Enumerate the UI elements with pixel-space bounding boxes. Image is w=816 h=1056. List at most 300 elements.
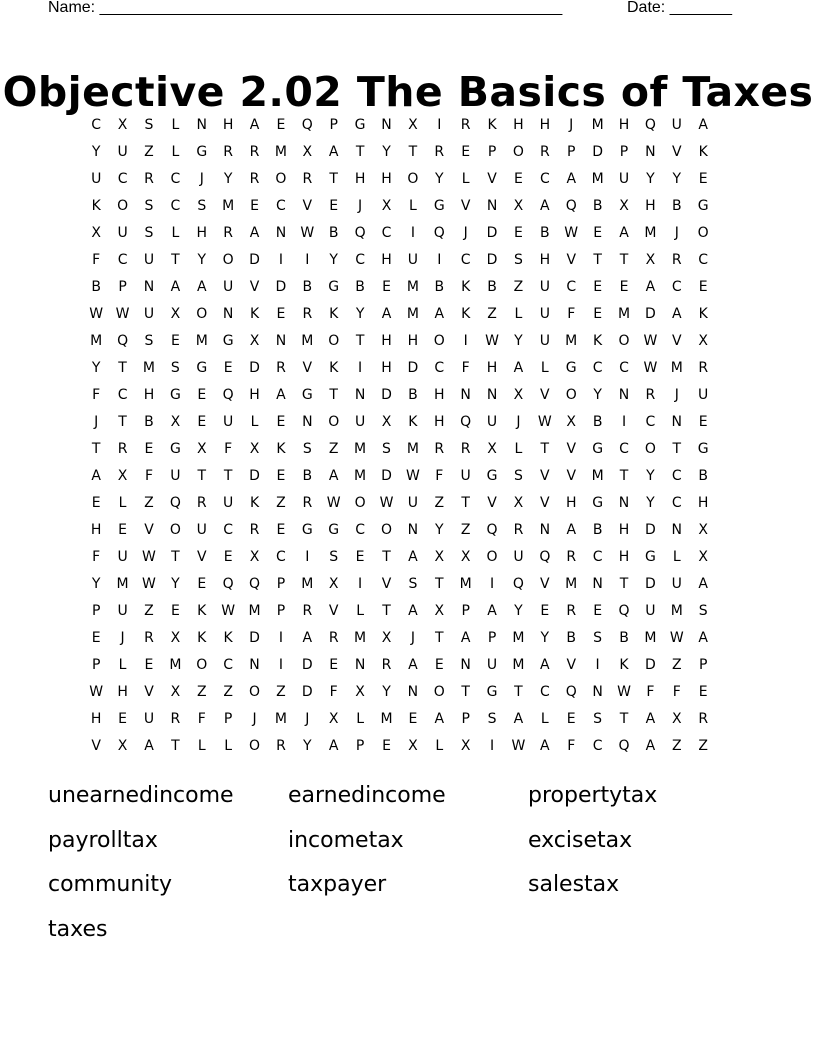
grid-letter[interactable]: F [461, 360, 470, 376]
grid-letter[interactable]: M [406, 279, 419, 295]
grid-letter[interactable]: R [513, 522, 524, 538]
grid-letter[interactable]: E [144, 441, 154, 457]
grid-letter[interactable]: D [301, 684, 313, 700]
grid-letter[interactable]: X [698, 522, 708, 538]
grid-letter[interactable]: U [143, 252, 155, 268]
grid-letter[interactable]: B [566, 630, 577, 646]
grid-letter[interactable]: E [170, 603, 180, 619]
grid-letter[interactable]: F [329, 684, 338, 700]
grid-letter[interactable]: N [407, 684, 419, 700]
grid-letter[interactable]: R [249, 144, 260, 160]
grid-letter[interactable]: T [672, 441, 682, 457]
grid-letter[interactable]: E [118, 522, 128, 538]
grid-letter[interactable]: Y [329, 252, 338, 268]
grid-letter[interactable]: M [274, 711, 287, 727]
grid-letter[interactable]: U [460, 468, 471, 484]
grid-letter[interactable]: L [408, 198, 417, 214]
grid-letter[interactable]: N [460, 657, 471, 673]
grid-letter[interactable]: C [619, 441, 629, 457]
grid-letter[interactable]: Y [355, 306, 365, 322]
grid-letter[interactable]: V [487, 495, 497, 511]
grid-letter[interactable]: V [302, 360, 313, 376]
grid-letter[interactable]: X [434, 603, 445, 619]
grid-letter[interactable]: K [593, 333, 603, 349]
grid-letter[interactable]: X [249, 441, 260, 457]
grid-letter[interactable]: X [434, 549, 445, 565]
grid-letter[interactable]: Z [460, 522, 471, 538]
grid-letter[interactable]: I [305, 549, 310, 565]
grid-letter[interactable]: Z [434, 495, 445, 511]
grid-letter[interactable]: E [197, 387, 207, 403]
grid-letter[interactable]: R [144, 630, 154, 646]
grid-letter[interactable]: D [249, 630, 260, 646]
grid-letter[interactable]: E [514, 171, 523, 187]
grid-letter[interactable]: X [170, 306, 181, 322]
grid-letter[interactable]: Z [223, 684, 233, 700]
grid-letter[interactable]: W [643, 360, 658, 376]
grid-letter[interactable]: A [408, 657, 418, 673]
grid-letter[interactable]: D [486, 225, 498, 241]
grid-letter[interactable]: K [329, 306, 339, 322]
grid-letter[interactable]: U [486, 414, 498, 430]
grid-letter[interactable]: T [540, 441, 550, 457]
grid-letter[interactable]: T [382, 549, 391, 565]
grid-letter[interactable]: X [460, 738, 471, 754]
grid-letter[interactable]: R [249, 171, 260, 187]
grid-letter[interactable]: T [619, 711, 629, 727]
grid-letter[interactable]: M [617, 306, 631, 322]
grid-letter[interactable]: X [355, 684, 365, 700]
grid-letter[interactable]: R [698, 711, 709, 727]
grid-letter[interactable]: A [302, 630, 313, 646]
grid-letter[interactable]: R [539, 144, 550, 160]
grid-letter[interactable]: N [671, 522, 683, 538]
grid-letter[interactable]: W [221, 603, 236, 619]
grid-letter[interactable]: X [249, 549, 260, 565]
grid-letter[interactable]: C [91, 117, 102, 133]
grid-letter[interactable]: A [540, 198, 550, 214]
grid-letter[interactable]: E [619, 279, 629, 295]
grid-letter[interactable]: E [197, 414, 207, 430]
grid-letter[interactable]: V [196, 549, 207, 565]
grid-letter[interactable]: L [514, 306, 523, 322]
grid-letter[interactable]: D [275, 279, 287, 295]
grid-letter[interactable]: Z [276, 684, 286, 700]
grid-letter[interactable]: C [592, 549, 603, 565]
grid-letter[interactable]: Q [565, 684, 577, 700]
grid-letter[interactable]: E [461, 144, 471, 160]
grid-letter[interactable]: D [645, 576, 656, 592]
grid-letter[interactable]: L [118, 657, 127, 673]
grid-letter[interactable]: X [487, 441, 497, 457]
grid-letter[interactable]: E [223, 549, 233, 565]
grid-letter[interactable]: I [489, 576, 495, 592]
grid-letter[interactable]: V [249, 279, 260, 295]
grid-letter[interactable]: X [381, 630, 392, 646]
grid-letter[interactable]: K [91, 198, 101, 214]
grid-letter[interactable]: L [672, 549, 681, 565]
grid-letter[interactable]: W [326, 495, 341, 511]
grid-letter[interactable]: V [302, 198, 313, 214]
grid-letter[interactable]: P [619, 144, 629, 160]
grid-letter[interactable]: H [645, 198, 656, 214]
grid-letter[interactable]: X [513, 495, 524, 511]
grid-letter[interactable]: O [433, 333, 445, 349]
grid-letter[interactable]: G [301, 522, 313, 538]
grid-letter[interactable]: E [698, 171, 708, 187]
grid-letter[interactable]: T [329, 387, 338, 403]
grid-letter[interactable]: E [197, 576, 207, 592]
grid-letter[interactable]: E [329, 657, 339, 673]
grid-letter[interactable]: T [329, 171, 338, 187]
grid-letter[interactable]: L [224, 738, 233, 754]
grid-letter[interactable]: R [276, 360, 286, 376]
grid-letter[interactable]: T [118, 360, 127, 376]
grid-letter[interactable]: F [92, 387, 101, 403]
grid-letter[interactable]: G [196, 360, 208, 376]
grid-letter[interactable]: G [196, 144, 208, 160]
grid-letter[interactable]: U [645, 603, 656, 619]
grid-letter[interactable]: Q [222, 387, 234, 403]
grid-letter[interactable]: P [487, 144, 497, 160]
grid-letter[interactable]: A [91, 468, 101, 484]
grid-letter[interactable]: V [672, 144, 682, 160]
grid-letter[interactable]: Q [644, 117, 656, 133]
grid-letter[interactable]: R [223, 225, 234, 241]
grid-letter[interactable]: Z [196, 684, 207, 700]
grid-letter[interactable]: F [672, 684, 681, 700]
grid-letter[interactable]: C [592, 738, 603, 754]
grid-letter[interactable]: Q [354, 225, 366, 241]
grid-letter[interactable]: X [671, 711, 682, 727]
grid-letter[interactable]: J [199, 171, 204, 187]
grid-letter[interactable]: R [671, 252, 682, 268]
grid-letter[interactable]: O [196, 657, 208, 673]
grid-letter[interactable]: K [197, 630, 207, 646]
grid-letter[interactable]: C [671, 468, 682, 484]
grid-letter[interactable]: X [170, 684, 181, 700]
grid-letter[interactable]: B [328, 225, 339, 241]
grid-letter[interactable]: N [354, 657, 366, 673]
grid-letter[interactable]: A [566, 522, 577, 538]
grid-letter[interactable]: G [328, 279, 340, 295]
grid-letter[interactable]: Y [646, 171, 655, 187]
grid-letter[interactable]: J [358, 198, 363, 214]
grid-letter[interactable]: C [276, 198, 286, 214]
grid-letter[interactable]: D [381, 468, 392, 484]
grid-letter[interactable]: R [645, 387, 656, 403]
grid-letter[interactable]: S [698, 603, 708, 619]
grid-letter[interactable]: U [143, 711, 155, 727]
grid-letter[interactable]: K [249, 495, 260, 511]
grid-letter[interactable]: R [302, 495, 313, 511]
grid-letter[interactable]: A [276, 387, 286, 403]
grid-letter[interactable]: G [169, 441, 181, 457]
grid-letter[interactable]: O [249, 684, 261, 700]
grid-letter[interactable]: N [460, 387, 471, 403]
grid-letter[interactable]: S [329, 549, 339, 565]
grid-letter[interactable]: J [94, 414, 99, 430]
grid-letter[interactable]: B [302, 279, 313, 295]
grid-letter[interactable]: E [382, 738, 391, 754]
grid-letter[interactable]: U [117, 603, 128, 619]
grid-letter[interactable]: L [171, 144, 180, 160]
grid-letter[interactable]: D [486, 252, 498, 268]
grid-letter[interactable]: K [698, 144, 708, 160]
grid-letter[interactable]: G [565, 360, 577, 376]
grid-letter[interactable]: P [276, 603, 286, 619]
grid-letter[interactable]: G [697, 441, 709, 457]
grid-letter[interactable]: L [197, 738, 206, 754]
grid-letter[interactable]: M [142, 360, 156, 376]
grid-letter[interactable]: M [274, 144, 287, 160]
grid-letter[interactable]: C [170, 171, 181, 187]
grid-letter[interactable]: H [407, 333, 419, 349]
grid-letter[interactable]: E [540, 603, 550, 619]
grid-letter[interactable]: Y [593, 387, 602, 403]
grid-letter[interactable]: M [248, 603, 261, 619]
grid-letter[interactable]: R [302, 306, 313, 322]
grid-letter[interactable]: A [645, 738, 656, 754]
grid-letter[interactable]: T [593, 252, 602, 268]
grid-letter[interactable]: H [618, 549, 630, 565]
grid-letter[interactable]: W [617, 684, 631, 700]
grid-letter[interactable]: E [276, 468, 286, 484]
grid-letter[interactable]: A [381, 306, 392, 322]
grid-letter[interactable]: I [410, 225, 415, 241]
grid-letter[interactable]: Z [144, 603, 154, 619]
grid-letter[interactable]: G [301, 387, 313, 403]
grid-letter[interactable]: H [486, 360, 498, 376]
grid-letter[interactable]: A [698, 117, 708, 133]
grid-letter[interactable]: X [381, 414, 392, 430]
grid-letter[interactable]: K [408, 414, 418, 430]
grid-letter[interactable]: L [356, 603, 364, 619]
grid-letter[interactable]: S [593, 630, 603, 646]
grid-letter[interactable]: A [328, 468, 339, 484]
grid-letter[interactable]: L [540, 711, 549, 727]
grid-letter[interactable]: U [91, 171, 102, 187]
grid-letter[interactable]: A [540, 738, 550, 754]
grid-letter[interactable]: I [489, 738, 495, 754]
grid-letter[interactable]: E [566, 711, 576, 727]
grid-letter[interactable]: A [460, 630, 471, 646]
grid-letter[interactable]: V [540, 576, 550, 592]
grid-letter[interactable]: X [460, 549, 471, 565]
grid-letter[interactable]: H [565, 495, 577, 511]
grid-letter[interactable]: Q [169, 495, 181, 511]
grid-letter[interactable]: R [566, 549, 577, 565]
grid-letter[interactable]: P [91, 603, 101, 619]
grid-letter[interactable]: C [539, 684, 550, 700]
grid-letter[interactable]: R [302, 171, 313, 187]
grid-letter[interactable]: O [354, 495, 366, 511]
grid-letter[interactable]: Z [276, 495, 286, 511]
grid-letter[interactable]: A [513, 360, 524, 376]
grid-letter[interactable]: M [670, 360, 683, 376]
grid-letter[interactable]: H [249, 387, 260, 403]
grid-letter[interactable]: Y [91, 360, 101, 376]
grid-letter[interactable]: O [169, 522, 181, 538]
grid-letter[interactable]: Y [223, 171, 233, 187]
grid-letter[interactable]: U [196, 522, 207, 538]
grid-letter[interactable]: A [645, 711, 656, 727]
grid-letter[interactable]: W [511, 738, 526, 754]
grid-letter[interactable]: R [434, 441, 445, 457]
grid-letter[interactable]: H [90, 522, 102, 538]
grid-letter[interactable]: X [196, 441, 207, 457]
grid-letter[interactable]: H [381, 252, 392, 268]
grid-letter[interactable]: H [434, 414, 445, 430]
grid-letter[interactable]: B [592, 414, 603, 430]
grid-letter[interactable]: V [566, 468, 577, 484]
grid-letter[interactable]: S [514, 252, 523, 268]
grid-letter[interactable]: I [278, 657, 283, 673]
grid-letter[interactable]: V [540, 387, 550, 403]
grid-letter[interactable]: V [540, 468, 550, 484]
grid-letter[interactable]: U [539, 306, 550, 322]
grid-letter[interactable]: Z [144, 144, 154, 160]
grid-letter[interactable]: I [278, 630, 283, 646]
grid-letter[interactable]: Y [91, 144, 101, 160]
grid-letter[interactable]: H [381, 171, 392, 187]
grid-letter[interactable]: N [354, 387, 366, 403]
grid-letter[interactable]: W [564, 225, 579, 241]
grid-letter[interactable]: Q [301, 117, 313, 133]
grid-letter[interactable]: A [434, 306, 445, 322]
grid-letter[interactable]: B [91, 279, 101, 295]
grid-letter[interactable]: Y [382, 684, 391, 700]
grid-letter[interactable]: Y [672, 171, 682, 187]
grid-letter[interactable]: L [461, 171, 470, 187]
grid-letter[interactable]: Q [433, 225, 445, 241]
grid-letter[interactable]: N [275, 333, 287, 349]
grid-letter[interactable]: Y [646, 468, 655, 484]
grid-letter[interactable]: E [91, 630, 101, 646]
grid-letter[interactable]: Y [434, 171, 444, 187]
grid-letter[interactable]: O [486, 549, 498, 565]
grid-letter[interactable]: Z [328, 441, 339, 457]
grid-letter[interactable]: B [408, 387, 418, 403]
grid-letter[interactable]: T [171, 252, 180, 268]
grid-letter[interactable]: O [328, 414, 340, 430]
grid-letter[interactable]: Q [486, 522, 498, 538]
grid-letter[interactable]: B [355, 279, 365, 295]
grid-letter[interactable]: V [540, 495, 550, 511]
grid-letter[interactable]: O [380, 522, 392, 538]
grid-letter[interactable]: A [170, 279, 181, 295]
grid-letter[interactable]: U [486, 657, 498, 673]
grid-letter[interactable]: Z [144, 495, 154, 511]
grid-letter[interactable]: F [197, 711, 206, 727]
grid-letter[interactable]: O [512, 144, 524, 160]
grid-letter[interactable]: W [300, 225, 315, 241]
grid-letter[interactable]: V [566, 657, 577, 673]
grid-letter[interactable]: T [197, 468, 207, 484]
grid-letter[interactable]: W [142, 549, 156, 565]
grid-letter[interactable]: L [171, 117, 180, 133]
grid-letter[interactable]: M [380, 711, 393, 727]
grid-letter[interactable]: T [461, 495, 470, 511]
grid-letter[interactable]: M [459, 576, 472, 592]
grid-letter[interactable]: Y [171, 576, 180, 592]
grid-letter[interactable]: O [275, 171, 287, 187]
grid-letter[interactable]: E [250, 198, 259, 214]
grid-letter[interactable]: F [646, 684, 655, 700]
grid-letter[interactable]: N [486, 198, 498, 214]
grid-letter[interactable]: U [407, 252, 418, 268]
grid-letter[interactable]: E [118, 711, 128, 727]
grid-letter[interactable]: T [619, 468, 629, 484]
grid-letter[interactable]: V [487, 171, 497, 187]
grid-letter[interactable]: A [513, 711, 524, 727]
grid-letter[interactable]: M [644, 225, 657, 241]
grid-letter[interactable]: T [382, 603, 391, 619]
grid-letter[interactable]: E [223, 360, 233, 376]
grid-letter[interactable]: G [592, 441, 604, 457]
grid-letter[interactable]: A [144, 738, 154, 754]
grid-letter[interactable]: Q [249, 576, 261, 592]
grid-letter[interactable]: I [621, 414, 627, 430]
grid-letter[interactable]: P [698, 657, 708, 673]
grid-letter[interactable]: R [117, 441, 128, 457]
grid-letter[interactable]: X [170, 414, 181, 430]
grid-letter[interactable]: Y [514, 603, 523, 619]
grid-letter[interactable]: D [249, 468, 260, 484]
grid-letter[interactable]: R [698, 360, 709, 376]
grid-letter[interactable]: A [645, 279, 656, 295]
grid-letter[interactable]: N [275, 225, 287, 241]
grid-letter[interactable]: U [407, 495, 418, 511]
grid-letter[interactable]: C [619, 360, 629, 376]
grid-letter[interactable]: O [433, 684, 445, 700]
grid-letter[interactable]: F [144, 468, 153, 484]
grid-letter[interactable]: J [252, 711, 257, 727]
grid-letter[interactable]: R [460, 441, 471, 457]
grid-letter[interactable]: T [118, 414, 127, 430]
grid-letter[interactable]: H [513, 117, 524, 133]
grid-letter[interactable]: Y [540, 630, 550, 646]
grid-letter[interactable]: A [196, 279, 207, 295]
grid-letter[interactable]: O [117, 198, 129, 214]
grid-letter[interactable]: X [698, 333, 708, 349]
grid-letter[interactable]: G [486, 468, 498, 484]
grid-letter[interactable]: J [674, 225, 679, 241]
grid-letter[interactable]: C [117, 171, 128, 187]
grid-letter[interactable]: I [437, 252, 442, 268]
grid-letter[interactable]: B [144, 414, 154, 430]
grid-letter[interactable]: C [592, 360, 603, 376]
grid-letter[interactable]: Q [618, 603, 630, 619]
grid-letter[interactable]: J [674, 387, 679, 403]
grid-letter[interactable]: M [512, 630, 525, 646]
grid-letter[interactable]: N [302, 414, 313, 430]
grid-letter[interactable]: U [117, 144, 128, 160]
grid-letter[interactable]: K [197, 603, 207, 619]
grid-letter[interactable]: W [379, 495, 394, 511]
grid-letter[interactable]: Z [513, 279, 524, 295]
grid-letter[interactable]: S [408, 576, 418, 592]
grid-letter[interactable]: X [381, 198, 392, 214]
grid-letter[interactable]: C [671, 495, 682, 511]
grid-letter[interactable]: J [305, 711, 310, 727]
grid-letter[interactable]: H [90, 711, 102, 727]
grid-letter[interactable]: N [381, 117, 392, 133]
grid-letter[interactable]: U [117, 549, 128, 565]
grid-letter[interactable]: U [671, 576, 682, 592]
grid-letter[interactable]: F [224, 441, 233, 457]
grid-letter[interactable]: H [381, 360, 392, 376]
